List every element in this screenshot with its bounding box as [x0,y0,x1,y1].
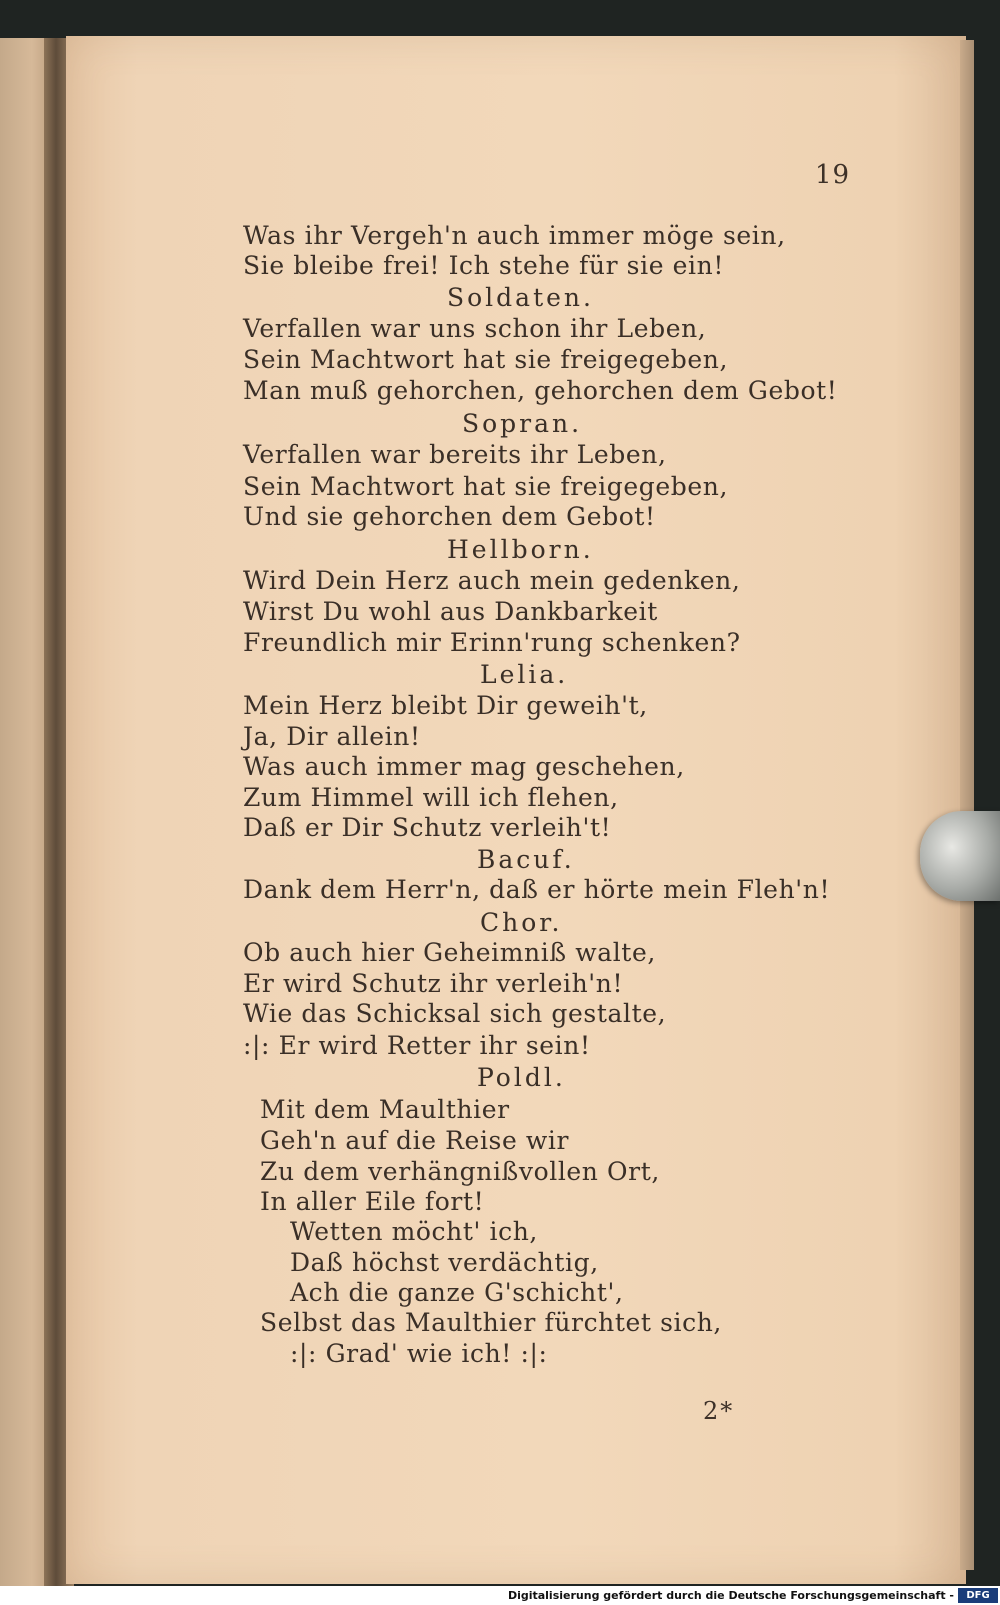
verse-line: Dank dem Herr'n, daß er hörte mein Fleh'n! [243,875,831,904]
verse-line: Und sie gehorchen dem Gebot! [243,502,656,531]
verse-line: Mein Herz bleibt Dir geweih't, [243,691,648,720]
verse-line: Daß er Dir Schutz verleih't! [243,813,612,842]
page-clip [920,811,1000,901]
speaker-name: Hellborn. [447,535,594,564]
page-number: 19 [815,160,851,190]
speaker-name: Chor. [480,908,563,937]
verse-line: In aller Eile fort! [260,1187,485,1216]
verse-line: Zum Himmel will ich flehen, [243,783,619,812]
printer-signature: 2* [703,1397,735,1425]
verse-line: :|: Grad' wie ich! :|: [290,1339,548,1368]
verse-line: Ja, Dir allein! [243,722,421,751]
verse-line: Verfallen war uns schon ihr Leben, [243,314,707,343]
verse-line: Was ihr Vergeh'n auch immer möge sein, [243,221,786,250]
verse-line: Daß höchst verdächtig, [290,1248,599,1277]
speaker-name: Lelia. [480,660,569,689]
verse-line: Sein Machtwort hat sie freigegeben, [243,472,729,501]
footer-credit: Digitalisierung gefördert durch die Deutsche Forschungsgemeinschaft - [507,1589,954,1602]
verse-line: Wirst Du wohl aus Dankbarkeit [243,597,658,626]
verse-line: Selbst das Maulthier fürchtet sich, [260,1308,722,1337]
speaker-name: Soldaten. [447,283,594,312]
speaker-name: Bacuf. [477,845,575,874]
verse-line: Ach die ganze G'schicht', [290,1278,624,1307]
verse-line: :|: Er wird Retter ihr sein! [243,1031,591,1060]
verse-line: Verfallen war bereits ihr Leben, [243,440,667,469]
verse-line: Ob auch hier Geheimniß walte, [243,938,656,967]
dfg-logo: DFG [958,1588,998,1603]
verse-line: Sie bleibe frei! Ich stehe für sie ein! [243,251,724,280]
verse-line: Man muß gehorchen, gehorchen dem Gebot! [243,376,838,405]
speaker-name: Sopran. [462,409,583,438]
verse-line: Geh'n auf die Reise wir [260,1126,570,1155]
page-stack-edge [960,40,974,1570]
verse-line: Sein Machtwort hat sie freigegeben, [243,345,729,374]
verse-line: Zu dem verhängnißvollen Ort, [260,1157,660,1186]
speaker-name: Poldl. [477,1063,566,1092]
verse-line: Wird Dein Herz auch mein gedenken, [243,566,741,595]
verse-line: Wie das Schicksal sich gestalte, [243,999,667,1028]
verse-line: Wetten möcht' ich, [290,1217,538,1246]
verse-line: Was auch immer mag geschehen, [243,752,685,781]
verse-line: Freundlich mir Erinn'rung schenken? [243,628,741,657]
verse-line: Mit dem Maulthier [260,1095,510,1124]
verse-line: Er wird Schutz ihr verleih'n! [243,969,624,998]
